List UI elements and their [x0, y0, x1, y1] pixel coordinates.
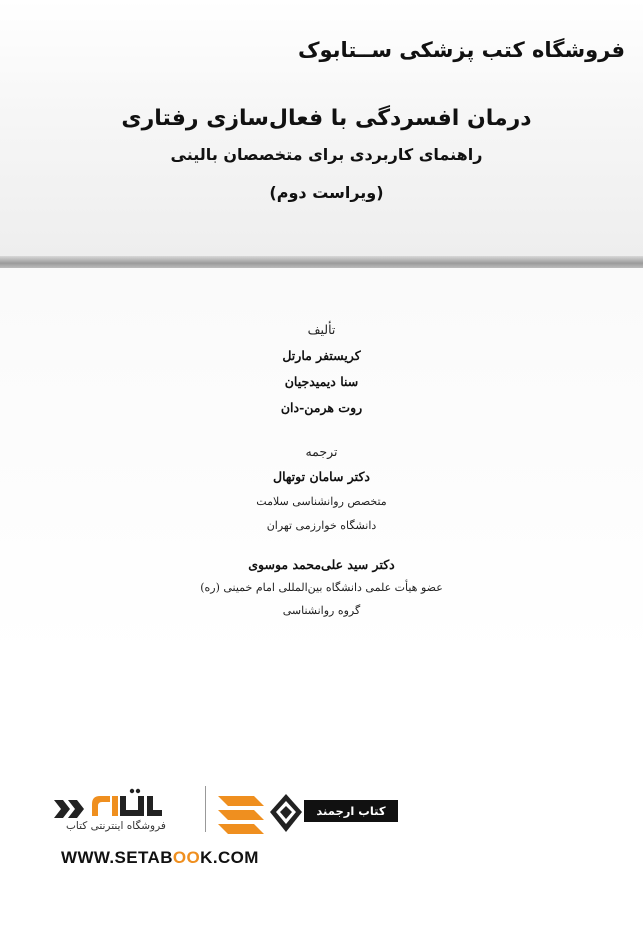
logo-tagline: فروشگاه اینترنتی کتاب [66, 820, 166, 832]
translator-affiliation: گروه روانشناسی [282, 604, 361, 617]
logo-divider [205, 786, 206, 832]
author-name: روت هرمن-دان [280, 400, 363, 415]
book-edition: (ویراست دوم) [269, 183, 384, 202]
header-divider [0, 256, 643, 268]
author-name: سنا دیمیدجیان [284, 374, 359, 389]
translators-section [0, 440, 643, 538]
book-title: درمان افسردگی با فعال‌سازی رفتاری [121, 106, 532, 131]
author-name: کریستفر مارتل [282, 348, 361, 363]
translator-affiliation: متخصص روانشناسی سلامت [256, 495, 387, 508]
website-url-part: WWW.SETAB [61, 848, 173, 867]
translator-name: دکتر سید علی‌محمد موسوی [248, 557, 395, 572]
translators-label: ترجمه [305, 444, 338, 459]
website-url-accent: OO [172, 848, 201, 867]
arjomand-logo [210, 782, 302, 838]
footer-logos [0, 770, 643, 890]
translator-affiliation: عضو هیأت علمی دانشگاه بین‌المللی امام خمینی (ره) [200, 581, 443, 594]
authors-label: تألیف [307, 322, 336, 337]
website-url[interactable] [61, 848, 259, 868]
translator-name: دکتر سامان توتهال [273, 469, 370, 484]
authors-section [0, 317, 643, 421]
book-subtitle: راهنمای کاربردی برای متخصصان بالینی [170, 145, 483, 164]
translator-block [0, 553, 643, 623]
store-name: فروشگاه کتب پزشکی ســتابوک [297, 38, 625, 62]
publisher-badge: کتاب ارجمند [304, 800, 398, 822]
translator-affiliation: دانشگاه خوارزمی تهران [266, 519, 377, 532]
website-url-part: K.COM [200, 848, 259, 867]
